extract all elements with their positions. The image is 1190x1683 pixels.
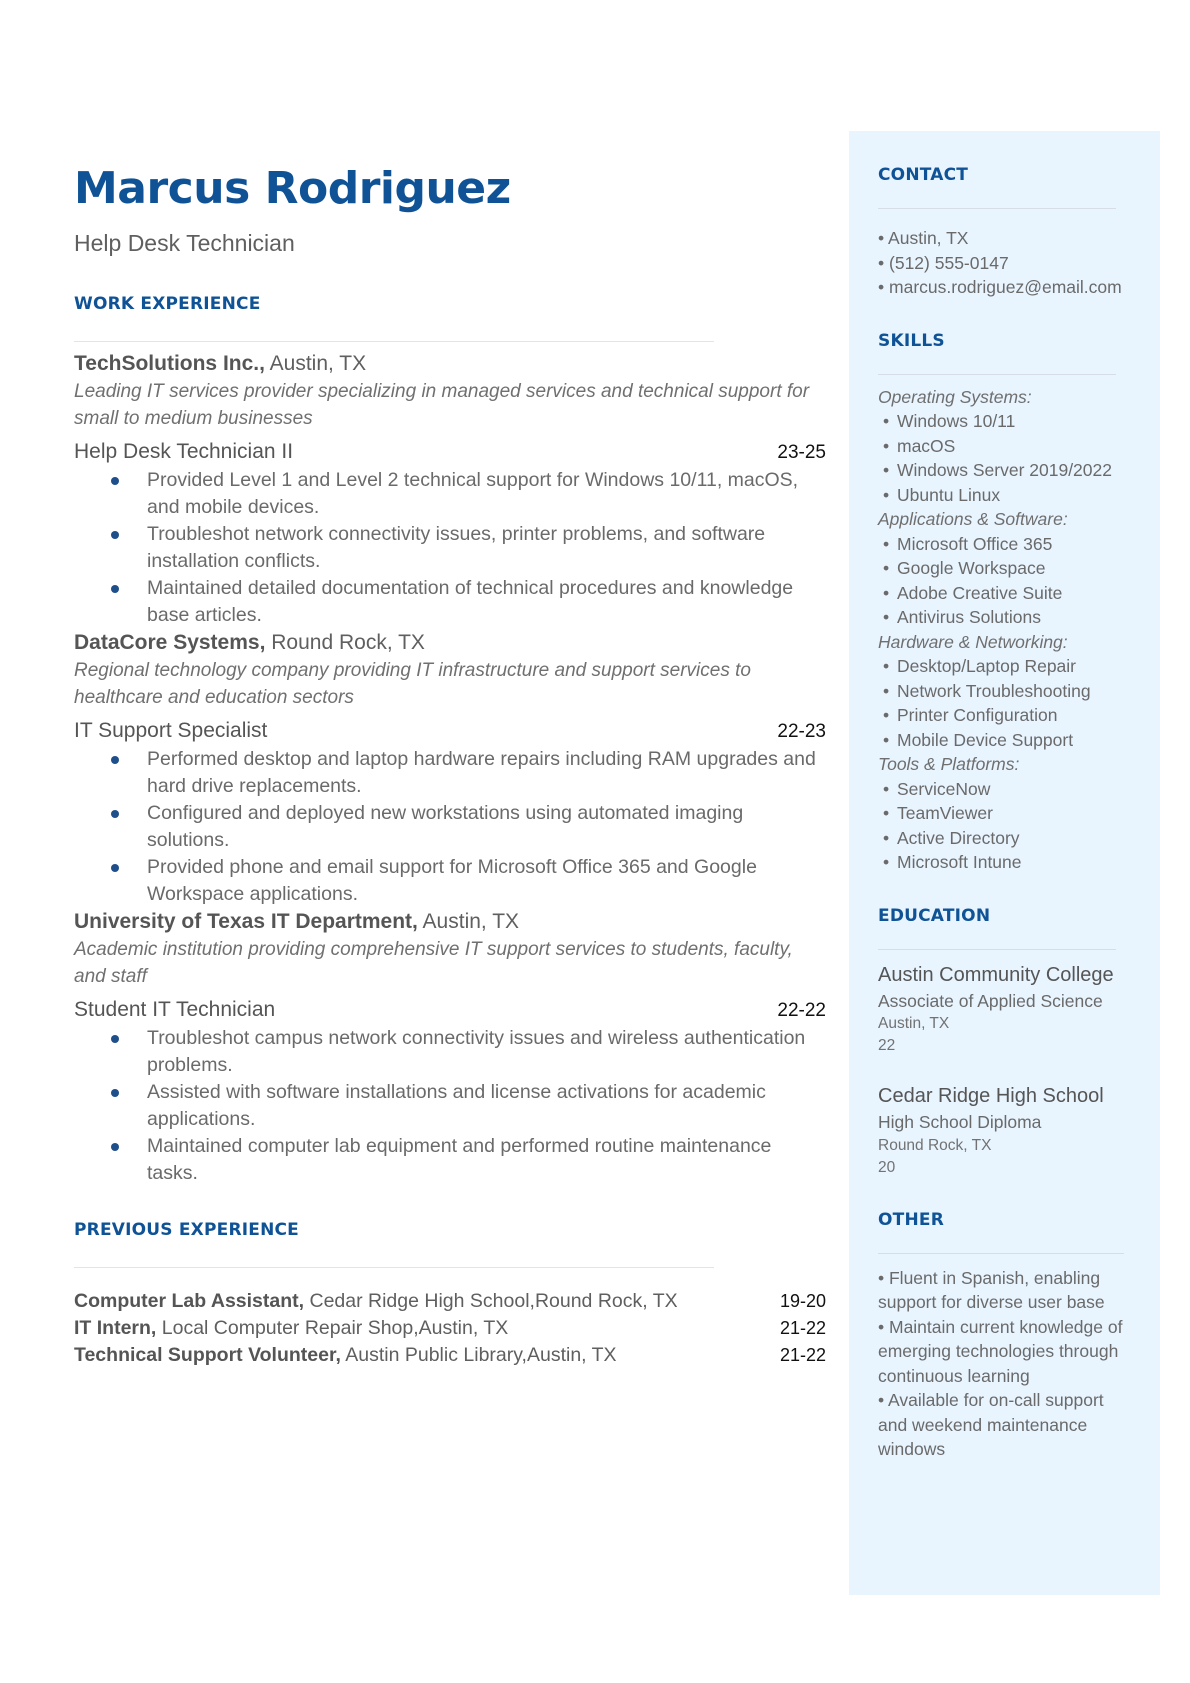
bullet-icon: •: [883, 656, 890, 676]
section-divider: [878, 949, 1116, 950]
skill-item: [878, 728, 1138, 753]
main-column: [74, 160, 826, 1369]
skill-text: Windows 10/11: [897, 411, 1016, 431]
education-school: Cedar Ridge High School: [878, 1085, 1104, 1107]
previous-role: IT Intern,: [74, 1317, 157, 1339]
candidate-title: Help Desk Technician: [74, 230, 295, 256]
bullet-text: Performed desktop and laptop hardware repairs including RAM upgrades and hard drive replacements.: [147, 748, 816, 797]
previous-place: Local Computer Repair Shop,Austin, TX: [156, 1317, 509, 1339]
skill-item: [878, 654, 1138, 679]
bullet-text: Provided Level 1 and Level 2 technical support for Windows 10/11, macOS, and mobile devices.: [147, 469, 799, 518]
skill-text: Windows Server 2019/2022: [897, 460, 1112, 480]
bullet-text: Troubleshot network connectivity issues, printer problems, and software installation conflicts.: [147, 523, 766, 572]
skill-text: Mobile Device Support: [897, 729, 1074, 750]
job-entry: [74, 629, 826, 908]
role-row: [74, 717, 826, 746]
job-bullets: [74, 746, 826, 908]
company-description: Academic institution providing comprehensive IT support services to students, faculty, and staff: [74, 939, 793, 987]
role-row: [74, 438, 826, 467]
bullet-icon: •: [883, 729, 890, 750]
bullet-icon: •: [883, 607, 890, 627]
education-year: 22: [878, 1037, 896, 1054]
previous-role: Technical Support Volunteer,: [74, 1344, 341, 1366]
skill-item: [878, 409, 1138, 434]
bullet-dot-icon: [111, 1143, 119, 1151]
other-item: • Maintain current knowledge of emerging technologies through continuous learning: [878, 1316, 1123, 1386]
section-divider: [878, 374, 1116, 375]
job-bullets: [74, 467, 826, 629]
skill-item: [878, 826, 1138, 851]
previous-experience-list: [74, 1288, 826, 1369]
sidebar-content: [878, 162, 1138, 1462]
bullet-dot-icon: [111, 864, 119, 872]
company-line: [74, 908, 826, 936]
job-dates: 23-25: [777, 442, 826, 463]
bullet-icon: •: [883, 533, 890, 554]
company-description: Regional technology company providing IT infrastructure and support services to healthcare and education sectors: [74, 660, 751, 708]
skill-text: Microsoft Intune: [897, 852, 1022, 872]
bullet-icon: •: [883, 484, 890, 505]
skill-item: [878, 850, 1138, 875]
bullet-text: Troubleshot campus network connectivity issues and wireless authentication problems.: [147, 1027, 806, 1076]
job-bullet: [74, 854, 826, 908]
company-location: Austin, TX: [264, 352, 367, 375]
company-name: TechSolutions Inc.,: [74, 352, 265, 375]
skill-text: macOS: [897, 435, 956, 456]
education-heading: EDUCATION: [878, 905, 991, 926]
section-divider: [878, 1253, 1124, 1254]
bullet-dot-icon: [111, 1035, 119, 1043]
bullet-icon: •: [878, 252, 885, 273]
contact-email[interactable]: [878, 275, 1138, 300]
previous-place: Cedar Ridge High School,Round Rock, TX: [304, 1290, 678, 1312]
email-link[interactable]: marcus.rodriguez@email.com: [889, 277, 1122, 297]
company-line: [74, 629, 826, 657]
company-location: Round Rock, TX: [265, 631, 425, 654]
bullet-icon: •: [878, 277, 885, 297]
bullet-icon: •: [878, 228, 885, 248]
skill-item: [878, 777, 1138, 802]
skill-category: Hardware & Networking:: [878, 631, 1068, 652]
company-line: [74, 350, 826, 378]
skill-item: [878, 458, 1138, 483]
bullet-icon: •: [883, 852, 890, 872]
education-degree: Associate of Applied Science: [878, 990, 1103, 1011]
skill-item: [878, 581, 1138, 606]
education-year: 20: [878, 1158, 896, 1176]
other-list: [878, 1266, 1128, 1462]
previous-experience-heading: PREVIOUS EXPERIENCE: [74, 1220, 299, 1240]
job-bullet: [74, 521, 826, 575]
skills-list: [878, 385, 1138, 875]
bullet-icon: •: [883, 460, 890, 480]
bullet-text: Maintained detailed documentation of technical procedures and knowledge base articles.: [147, 577, 794, 626]
skill-text: Antivirus Solutions: [897, 607, 1041, 627]
bullet-text: Maintained computer lab equipment and performed routine maintenance tasks.: [147, 1135, 772, 1184]
education-degree: High School Diploma: [878, 1112, 1042, 1132]
work-experience-heading: WORK EXPERIENCE: [74, 294, 261, 314]
job-bullet: [74, 467, 826, 521]
previous-experience-item: [74, 1315, 826, 1342]
other-item: • Fluent in Spanish, enabling support for diverse user base: [878, 1267, 1105, 1312]
job-bullet: [74, 1025, 826, 1079]
skill-item: [878, 532, 1138, 557]
bullet-text: Assisted with software installations and license activations for academic applications.: [147, 1081, 766, 1130]
skill-category: Applications & Software:: [878, 509, 1068, 529]
job-dates: 22-22: [777, 1000, 826, 1021]
contact-text: (512) 555-0147: [889, 252, 1009, 273]
previous-dates: 21-22: [779, 1318, 826, 1338]
previous-role: Computer Lab Assistant,: [74, 1290, 305, 1312]
contact-location: [878, 226, 1138, 251]
bullet-icon: •: [883, 582, 890, 603]
bullet-dot-icon: [111, 477, 119, 485]
contact-text: Austin, TX: [888, 228, 969, 248]
bullet-icon: •: [883, 778, 890, 799]
previous-experience-item: [74, 1288, 826, 1315]
bullet-icon: •: [883, 558, 890, 578]
company-name: DataCore Systems,: [74, 631, 266, 654]
skill-text: TeamViewer: [897, 803, 993, 823]
skill-item: [878, 434, 1138, 459]
job-dates: 22-23: [777, 721, 826, 742]
contact-list: [878, 226, 1138, 300]
job-entry: [74, 350, 826, 629]
bullet-icon: •: [883, 827, 890, 848]
bullet-dot-icon: [111, 756, 119, 764]
skills-heading: SKILLS: [878, 330, 945, 351]
job-bullet: [74, 1079, 826, 1133]
skill-text: Network Troubleshooting: [897, 680, 1091, 701]
job-bullets: [74, 1025, 826, 1187]
skill-text: Ubuntu Linux: [897, 484, 1001, 505]
company-description: Leading IT services provider specializing in managed services and technical support for small to medium businesses: [74, 381, 810, 429]
bullet-icon: •: [883, 705, 890, 725]
bullet-icon: •: [883, 411, 890, 431]
contact-heading: CONTACT: [878, 165, 969, 185]
job-role: Student IT Technician: [74, 998, 276, 1021]
bullet-dot-icon: [111, 531, 119, 539]
previous-dates: 19-20: [779, 1291, 826, 1311]
bullet-dot-icon: [111, 810, 119, 818]
skill-category: Tools & Platforms:: [878, 754, 1020, 774]
candidate-name: Marcus Rodriguez: [74, 163, 511, 214]
skill-category: Operating Systems:: [878, 386, 1032, 407]
company-location: Austin, TX: [417, 910, 520, 933]
bullet-text: Configured and deployed new workstations using automated imaging solutions.: [147, 802, 744, 851]
skill-item: [878, 605, 1138, 630]
skill-item: [878, 483, 1138, 508]
skill-text: Active Directory: [897, 827, 1020, 848]
previous-experience-item: [74, 1342, 826, 1369]
sidebar: [849, 131, 1160, 1595]
contact-phone: [878, 251, 1138, 276]
job-bullet: [74, 1133, 826, 1187]
job-role: IT Support Specialist: [74, 719, 268, 742]
section-divider: [74, 1267, 714, 1268]
bullet-icon: •: [883, 435, 890, 456]
education-entry: [878, 1083, 1138, 1179]
job-bullet: [74, 575, 826, 629]
other-heading: OTHER: [878, 1209, 944, 1230]
bullet-dot-icon: [111, 585, 119, 593]
job-entry: [74, 908, 826, 1187]
previous-dates: 21-22: [779, 1345, 826, 1365]
skill-text: Printer Configuration: [897, 705, 1058, 725]
company-name: University of Texas IT Department,: [74, 910, 418, 933]
skill-text: Google Workspace: [897, 558, 1046, 578]
skill-text: Adobe Creative Suite: [897, 582, 1063, 603]
section-divider: [74, 341, 714, 342]
bullet-text: Provided phone and email support for Microsoft Office 365 and Google Workspace applications.: [147, 856, 757, 905]
skill-text: Desktop/Laptop Repair: [897, 656, 1076, 676]
education-entry: [878, 962, 1138, 1058]
skill-item: [878, 679, 1138, 704]
skill-item: [878, 556, 1138, 581]
skill-item: [878, 703, 1138, 728]
job-role: Help Desk Technician II: [74, 440, 294, 463]
bullet-icon: •: [883, 680, 890, 701]
skill-text: Microsoft Office 365: [897, 533, 1053, 554]
role-row: [74, 996, 826, 1025]
education-location: Round Rock, TX: [878, 1136, 992, 1154]
skill-item: [878, 801, 1138, 826]
job-bullet: [74, 746, 826, 800]
previous-place: Austin Public Library,Austin, TX: [340, 1344, 617, 1366]
section-divider: [878, 208, 1116, 209]
job-bullet: [74, 800, 826, 854]
bullet-dot-icon: [111, 1089, 119, 1097]
bullet-icon: •: [883, 803, 890, 823]
other-item: • Available for on-call support and weekend maintenance windows: [878, 1390, 1104, 1459]
skill-text: ServiceNow: [897, 778, 991, 799]
education-school: Austin Community College: [878, 963, 1114, 986]
education-location: Austin, TX: [878, 1015, 950, 1032]
